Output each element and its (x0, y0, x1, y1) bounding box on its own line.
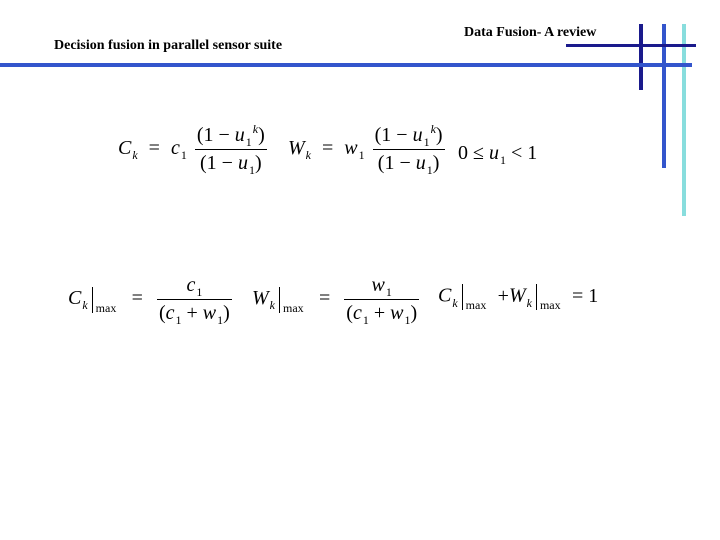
subscript: 1 (499, 153, 506, 167)
equation-confidence-max: $C_k$ max = $\frac{c_1}{(c_1 + w_1)}$ (68, 274, 230, 327)
symbol: w (202, 302, 217, 324)
text: (1 − (196, 124, 235, 146)
subscript: 1 (217, 313, 224, 327)
subscript: k (269, 298, 275, 313)
symbol: W (252, 287, 269, 310)
symbol: u (237, 152, 248, 174)
symbol: u (412, 124, 423, 146)
equation-range (458, 142, 537, 165)
equation-weight-max: $W_k$ max = $\frac{w_1}{(c_1 + w_1)}$ (252, 274, 418, 327)
evaluation-bar (462, 284, 487, 312)
text: ) (258, 124, 265, 146)
text: ) (223, 302, 230, 324)
section-title: Data Fusion- A review (464, 25, 597, 40)
symbol: w (390, 302, 404, 324)
subscript: 1 (362, 313, 369, 327)
symbol: C (438, 284, 452, 307)
text: 0 ≤ (458, 142, 489, 164)
symbol: w (371, 274, 385, 296)
subscript: 1 (180, 148, 187, 163)
fraction (157, 274, 232, 325)
subscript: 1 (385, 285, 392, 299)
symbol: w (344, 137, 358, 160)
text: = 1 (571, 284, 599, 307)
equation-confidence: $C_k = c_1$ $\frac{(1 - u_1^k)}{(1 - u_1)}$ (118, 122, 265, 177)
subscript: 1 (423, 135, 430, 149)
symbol: C (68, 287, 82, 310)
symbol: W (288, 137, 305, 160)
text: + (181, 302, 203, 324)
symbol: u (488, 142, 499, 164)
cyan-vertical-bar (682, 24, 686, 216)
subscript: 1 (426, 163, 433, 177)
symbol: u (415, 152, 426, 174)
subscript: 1 (245, 135, 252, 149)
subscript: k (132, 148, 138, 163)
max-subscript: max (95, 300, 117, 315)
navy-vertical-bar (639, 24, 643, 90)
text: ) (410, 302, 418, 324)
text: + (497, 284, 509, 307)
subscript: 1 (175, 313, 182, 327)
symbol: c (165, 302, 175, 324)
subscript: 1 (358, 148, 365, 163)
symbol: u (234, 124, 245, 146)
text: (1 − (200, 152, 238, 174)
max-subscript: max (465, 298, 487, 312)
text: ( (158, 302, 166, 324)
subscript: k (82, 298, 88, 313)
symbol: c (352, 302, 362, 324)
text: ) (432, 152, 440, 174)
equation-sum-max (438, 284, 598, 310)
superscript: k (252, 122, 259, 136)
symbol: W (508, 284, 526, 307)
page-title: Decision fusion in parallel sensor suite (54, 38, 283, 53)
text: ) (435, 124, 443, 146)
text: + (368, 302, 391, 324)
max-subscript: max (283, 300, 304, 315)
text: < 1 (505, 142, 538, 164)
text: ( (346, 302, 353, 324)
symbol: c (170, 137, 180, 160)
fraction (344, 274, 419, 325)
equation-weight: $W_k = w_1$ $\frac{(1 - u_1^k)}{(1 - u_1)}$ (288, 122, 443, 177)
evaluation-bar (536, 284, 561, 312)
header-rule (0, 63, 692, 67)
max-subscript: max (539, 298, 561, 312)
subscript: 1 (404, 313, 411, 327)
subscript: k (452, 295, 458, 310)
subscript: 1 (248, 163, 255, 177)
fraction (373, 124, 445, 175)
symbol: C (118, 137, 132, 160)
subscript: k (526, 295, 532, 310)
subscript: 1 (196, 285, 203, 299)
subscript: k (305, 148, 311, 163)
navy-horizontal-bar (566, 44, 696, 47)
text: ) (254, 152, 262, 174)
symbol: c (186, 274, 196, 296)
evaluation-bar (92, 287, 117, 315)
superscript: k (430, 122, 436, 136)
evaluation-bar (279, 287, 304, 315)
fraction (195, 124, 267, 175)
text: (1 − (377, 152, 416, 174)
text: (1 − (374, 124, 413, 146)
